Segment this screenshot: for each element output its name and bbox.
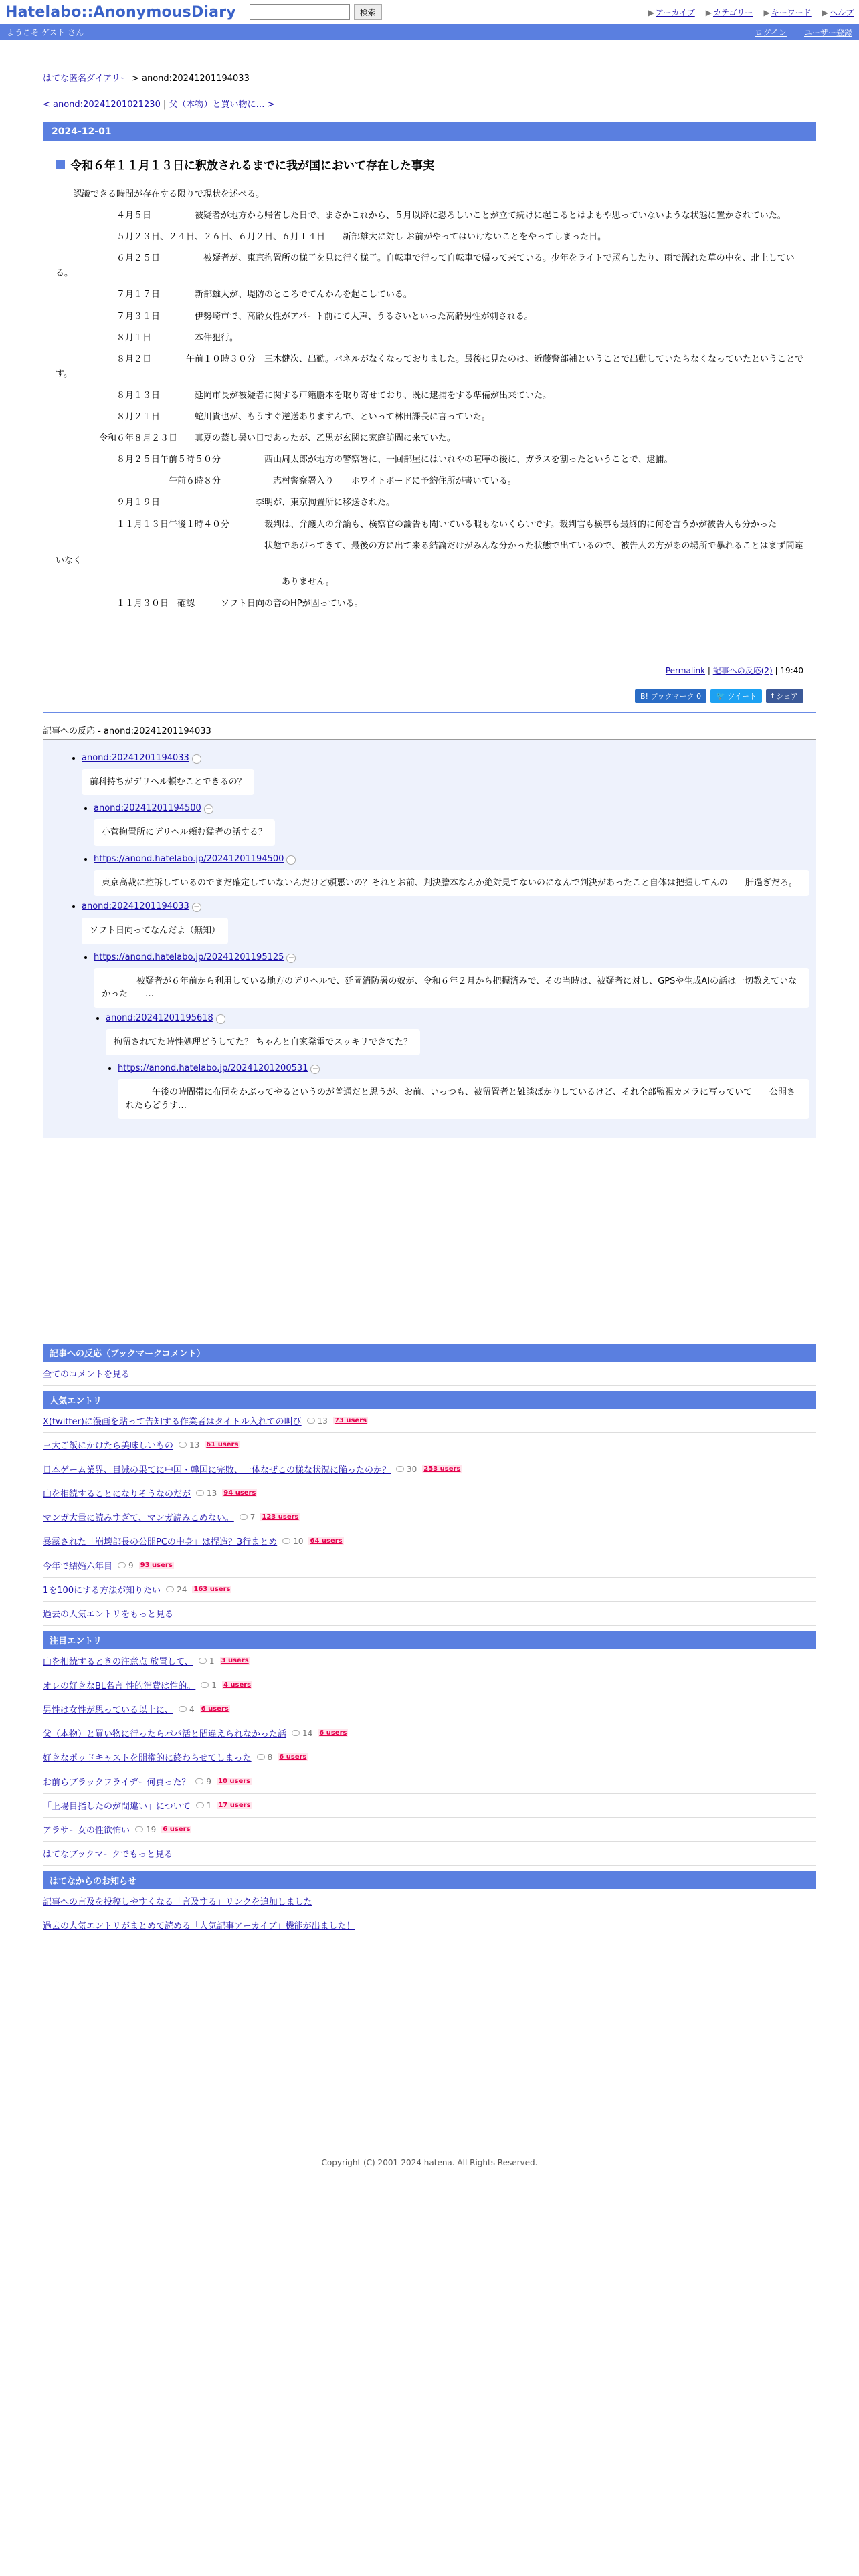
comment-count-value: 1 [211, 1680, 217, 1690]
entry-link[interactable]: X(twitter)に漫画を貼って告知する作業者はタイトル入れての叫び [43, 1417, 302, 1428]
comment-bubble-icon [282, 1538, 290, 1544]
facebook-icon: f [771, 691, 777, 701]
users-badge[interactable]: 6 users [279, 1753, 307, 1761]
top-links [648, 7, 854, 18]
entry-link[interactable]: 山を相続することになりそうなのだが [43, 1489, 191, 1500]
entry-row [43, 1818, 816, 1842]
entry-row [43, 1553, 816, 1578]
breadcrumb-current: anond:20241201194033 [142, 74, 250, 84]
pager [43, 97, 816, 110]
entry-link[interactable]: お前らブラックフライデー何買った？ [43, 1778, 191, 1788]
search-input[interactable] [250, 4, 350, 20]
reaction-item [94, 952, 809, 1119]
users-badge[interactable]: 93 users [140, 1562, 173, 1570]
entry-link[interactable]: 1を100にする方法が知りたい [43, 1586, 161, 1596]
comment-count[interactable] [257, 1753, 273, 1762]
login-link[interactable]: ログイン [755, 27, 787, 37]
entry-link[interactable]: オレの好きなBL名言 性的消費は性的。 [43, 1681, 196, 1692]
article-title [56, 156, 803, 173]
tweet-button-label: ツイート [727, 691, 757, 701]
popular-more-link[interactable]: 過去の人気エントリをもっと見る [43, 1610, 174, 1620]
comment-count-value: 4 [189, 1704, 195, 1714]
triangle-icon: ▶ [763, 7, 770, 17]
users-badge[interactable]: 3 users [221, 1657, 249, 1665]
entry-link[interactable]: 三大ご飯にかけたら美味しいもの [43, 1441, 174, 1452]
entry-link[interactable]: 日本ゲーム業界、目減の果てに中国・韓国に完敗、一体なぜこの様な状況に陥ったのか？ [43, 1465, 391, 1476]
comment-bubble-icon [307, 1418, 315, 1424]
comment-count-value: 13 [207, 1488, 217, 1498]
article-meta: Permalink | 記事への反応(2) | 19:40 [665, 665, 803, 675]
notice-row [43, 1889, 816, 1913]
search-button[interactable]: 検索 [354, 4, 382, 20]
reaction-text: 小菅拘置所にデリヘル頼む猛者の話する？ [94, 819, 275, 846]
comment-count[interactable] [179, 1440, 199, 1450]
notable-heading: 注目エントリ [43, 1631, 816, 1649]
reactions-tree [43, 740, 816, 1138]
article-paragraph: ９月１９日 李明が、東京拘置所に移送された。 [56, 498, 395, 508]
users-badge[interactable]: 64 users [310, 1537, 343, 1545]
comment-count-value: 24 [177, 1584, 187, 1594]
triangle-icon: ▶ [705, 7, 712, 17]
facebook-share-button[interactable] [766, 689, 803, 703]
comment-count-value: 30 [407, 1464, 417, 1474]
comment-count-value: 1 [206, 1800, 212, 1810]
entry-link[interactable]: 男性は女性が思っている以上に、 [43, 1705, 174, 1716]
article-date: 2024-12-01 [43, 122, 816, 141]
comment-bubble-icon [118, 1562, 126, 1568]
breadcrumb-home[interactable]: はてな匿名ダイアリー [43, 74, 129, 84]
article-paragraph: ５月２３日、２４日、２６日、６月２日、６月１４日 新部雄大に対し お前がやってはいけないことをやってしまった日。 [56, 232, 607, 243]
entry-link[interactable]: 好きなポッドキャストを開権的に終わらせてしまった [43, 1753, 252, 1764]
article-paragraph: 認識できる時間が存在する限りで現状を述べる。 [56, 189, 265, 199]
tweet-button[interactable] [710, 689, 762, 703]
popular-heading: 人気エントリ [43, 1391, 816, 1409]
pager-sep: | [160, 100, 169, 110]
reaction-link[interactable]: https://anond.hatelabo.jp/20241201195125 [94, 952, 284, 962]
main-content [43, 71, 816, 2167]
entry-row [43, 1409, 816, 1433]
notice-row [43, 1913, 816, 1937]
users-badge[interactable]: 4 users [223, 1681, 252, 1689]
article-paragraph: ８月１日 本件犯行。 [56, 332, 239, 343]
ad-spacer [43, 1138, 816, 1338]
article-paragraph: ７月３１日 伊勢崎市で、高齢女性がアパート前にて大声、うるさいといった高齢男性が刺される。 [56, 311, 533, 322]
entry-row [43, 1505, 816, 1529]
entry-row [43, 1649, 816, 1673]
site-logo[interactable]: Hatelabo::AnonymousDiary [5, 3, 236, 21]
top-link-category[interactable] [706, 7, 753, 18]
reaction-item [94, 854, 809, 897]
users-badge[interactable]: 61 users [206, 1441, 239, 1449]
expand-icon[interactable]: － [204, 804, 213, 814]
comment-bubble-icon [179, 1442, 187, 1448]
notice-link[interactable]: 記事への言及を投稿しやすくなる「言及する」リンクを追加しました [43, 1897, 312, 1908]
square-icon [56, 160, 65, 169]
article-text [56, 187, 803, 611]
entry-row [43, 1721, 816, 1745]
reaction-link[interactable]: anond:20241201194033 [82, 752, 189, 763]
welcome-text: ようこそ ゲスト さん [7, 27, 84, 37]
users-badge[interactable]: 6 users [163, 1826, 191, 1834]
expand-icon[interactable]: － [192, 903, 201, 912]
comment-count-value: 13 [189, 1440, 200, 1450]
comment-count-value: 10 [293, 1536, 304, 1546]
all-comments-link[interactable]: 全てのコメントを見る [43, 1370, 130, 1380]
reactions-count-link[interactable]: 記事への反応(2) [712, 665, 773, 675]
comment-bubble-icon [179, 1706, 187, 1712]
users-badge[interactable]: 163 users [193, 1586, 231, 1594]
entry-row [43, 1578, 816, 1602]
next-entry-link[interactable]: 父（本物）と買い物に… > [169, 100, 275, 110]
comment-bubble-icon [196, 1802, 204, 1808]
top-link-category-text[interactable]: カテゴリー [712, 7, 753, 17]
entry-link[interactable]: 今年で結婚六年目 [43, 1562, 113, 1572]
comment-count[interactable] [135, 1825, 156, 1834]
article-paragraph: ７月１７日 新部雄大が、堤防のところでてんかんを起こしている。 [56, 290, 412, 300]
breadcrumb-sep: > [128, 74, 142, 84]
reaction-item [82, 753, 809, 897]
reaction-link[interactable]: anond:20241201194033 [82, 901, 189, 912]
article-paragraph: １１月１３日午後１時４０分 裁判は、弁護人の弁論も、検察官の論告も聞いている暇もないくらいです。裁判官も検事も最終的に何を言うかが被告人も分かった [56, 519, 777, 530]
comment-count-value: 1 [209, 1656, 215, 1666]
article-title-text[interactable]: 令和６年１１月１３日に釈放されるまでに我が国において存在した事実 [70, 159, 434, 173]
reactions-heading: 記事への反応 - anond:20241201194033 [43, 724, 816, 740]
expand-icon[interactable]: － [192, 754, 201, 764]
comment-bubble-icon [240, 1514, 248, 1520]
article [43, 122, 816, 713]
comment-bubble-icon [166, 1586, 174, 1592]
comment-count[interactable] [307, 1416, 328, 1426]
users-badge[interactable]: 73 users [334, 1417, 367, 1425]
comment-bubble-icon [201, 1682, 209, 1688]
top-link-help[interactable] [822, 7, 854, 18]
article-paragraph: 状態であがってきて、最後の方に出て来る結論だけがみんな分かった状態で出ているので、被告人の方があの場所で暴れることはまず間違いなく [56, 540, 803, 566]
comment-bubble-icon [135, 1826, 143, 1832]
comment-count[interactable] [196, 1801, 212, 1810]
entry-link[interactable]: 父（本物）と買い物に行ったらパパ活と間違えられなかった話 [43, 1729, 287, 1740]
notable-list [43, 1649, 816, 1842]
triangle-icon: ▶ [648, 7, 655, 17]
users-badge[interactable]: 6 users [201, 1705, 229, 1713]
comment-count[interactable] [282, 1537, 303, 1546]
comment-count[interactable] [166, 1585, 187, 1594]
notice-link[interactable]: 過去の人気エントリがまとめて読める「人気記事アーカイブ」機能が出ました！ [43, 1921, 355, 1932]
all-comments-row [43, 1362, 816, 1386]
reaction-link[interactable]: anond:20241201194500 [94, 803, 201, 814]
entry-link[interactable]: 山を相続するときの注意点 放置して、 [43, 1657, 193, 1668]
comment-count[interactable] [195, 1777, 211, 1786]
comment-count[interactable] [292, 1729, 312, 1738]
entry-row [43, 1794, 816, 1818]
notable-more-row [43, 1842, 816, 1866]
facebook-share-label: シェア [776, 691, 798, 701]
comment-count-value: 13 [317, 1416, 328, 1426]
expand-icon[interactable]: － [286, 855, 296, 865]
comment-count[interactable] [179, 1705, 195, 1714]
comment-count[interactable] [199, 1656, 215, 1666]
share-buttons [56, 689, 803, 703]
reaction-text: 午後の時間帯に布団をかぶってやるというのが普通だと思うが、お前、いっつも、被留置者と雑談ばかりしているけど、それ全部監視カメラに写っていて 公開されたらどうす… [118, 1079, 809, 1119]
article-body [43, 141, 816, 712]
users-badge[interactable]: 6 users [319, 1729, 347, 1737]
comment-count-value: 19 [146, 1824, 157, 1834]
triangle-icon: ▶ [822, 7, 828, 17]
entry-link[interactable]: 暴露された「崩壊部長の公開PCの中身」は捏造？3行まとめ [43, 1537, 278, 1548]
entry-row [43, 1673, 816, 1697]
comment-bubble-icon [195, 1778, 203, 1784]
article-paragraph: ８月１３日 延岡市長が被疑者に関する戸籍謄本を取り寄せており、既に逮捕をする準備が出来ていた。 [56, 390, 552, 401]
reaction-link[interactable]: https://anond.hatelabo.jp/20241201200531 [118, 1063, 308, 1074]
article-paragraph: ありません。 [56, 576, 335, 587]
entry-row [43, 1529, 816, 1553]
entry-link[interactable]: アラサー女の性欲怖い [43, 1826, 130, 1836]
top-link-archive[interactable] [648, 7, 695, 18]
entry-row [43, 1697, 816, 1721]
users-badge[interactable]: 94 users [223, 1489, 256, 1497]
twitter-icon: 🐦 [716, 691, 728, 701]
comment-bubble-icon [196, 1490, 204, 1496]
reaction-text: ソフト日向ってなんだよ（無知） [82, 918, 228, 944]
prev-entry-link[interactable]: < anond:20241201021230 [43, 100, 161, 110]
notable-more-link[interactable]: はてなブックマークでもっと見る [43, 1850, 173, 1860]
bookmark-comments-section [43, 1344, 816, 1386]
comment-count-value: 7 [250, 1512, 256, 1522]
entry-link[interactable]: 「上場目指したのが間違い」について [43, 1802, 191, 1812]
top-link-help-text[interactable]: ヘルプ [829, 7, 854, 17]
search-box [250, 4, 382, 20]
reaction-text: 東京高裁に控訴しているのでまだ確定していないんだけど頭悪いの？それとお前、判決謄本なんか絶対見てないのになんで判決があったこと自体は把握してんの 肝過ぎだろ。 [94, 870, 809, 897]
comment-count-value: 14 [302, 1728, 313, 1738]
reaction-text: 前科持ちがデリヘル頼むことできるの？ [82, 769, 254, 796]
permalink[interactable]: Permalink [665, 665, 706, 675]
article-paragraph: ８月２５日午前５時５０分 西山周太郎が地方の警察署に、一回部屋にはいれやの喧嘩の後に、ガラスを割ったということで、逮捕。 [56, 455, 673, 465]
users-badge[interactable]: 10 users [218, 1778, 251, 1786]
users-badge[interactable]: 253 users [423, 1465, 461, 1473]
notices-section [43, 1871, 816, 1937]
reaction-link[interactable]: anond:20241201195618 [106, 1012, 213, 1023]
article-paragraph: ６月２５日 被疑者が、東京拘置所の様子を見に行く様子。自転車で行って自転車で帰って来ている。少年をライトで照らしたり、雨で濡れた草の中を、北上している。 [56, 253, 795, 279]
popular-section [43, 1391, 816, 1626]
comment-count[interactable] [118, 1561, 134, 1570]
expand-icon[interactable]: － [310, 1065, 320, 1074]
comment-count[interactable] [396, 1465, 417, 1474]
popular-list [43, 1409, 816, 1602]
hatena-bookmark-button[interactable]: B! ブックマーク 0 [635, 689, 706, 703]
entry-row [43, 1769, 816, 1794]
comment-count-value: 9 [206, 1776, 211, 1786]
top-link-keyword-text[interactable]: キーワード [771, 7, 812, 17]
expand-icon[interactable]: － [216, 1014, 225, 1024]
reaction-item [82, 901, 809, 1119]
comment-count[interactable] [201, 1681, 217, 1690]
notable-section [43, 1631, 816, 1866]
top-header [0, 0, 859, 24]
top-link-archive-text[interactable]: アーカイブ [656, 7, 695, 17]
reaction-item [118, 1063, 809, 1119]
expand-icon[interactable]: － [286, 954, 296, 963]
comment-count[interactable] [240, 1513, 256, 1522]
post-time: 19:40 [780, 665, 803, 675]
reaction-link[interactable]: https://anond.hatelabo.jp/20241201194500 [94, 853, 284, 864]
article-paragraph: １１月３０日 確認 ソフト日向の音のHPが固っている。 [56, 598, 363, 609]
welcome-bar [0, 24, 859, 40]
footer-copyright: Copyright (C) 2001-2024 hatena. All Rights Reserved. [321, 2158, 538, 2168]
article-paragraph: 午前６時８分 志村警察署入り ホワイトボードに予約住所が書いている。 [56, 476, 516, 487]
users-badge[interactable]: 123 users [262, 1513, 299, 1521]
article-paragraph: ８月２日 午前１０時３０分 三木健次、出勤。パネルがなくなっておりました。最後に見たのは、近藤警部補ということで出動していたらなくなっていたということです。 [56, 354, 804, 379]
article-paragraph: 令和６年８月２３日 真夏の蒸し暑い日であったが、乙黒が玄関に家庭訪問に来ていた。 [56, 433, 456, 444]
comment-bubble-icon [292, 1730, 300, 1736]
users-badge[interactable]: 17 users [218, 1802, 251, 1810]
reaction-item [106, 1013, 809, 1119]
popular-more-row [43, 1602, 816, 1626]
entry-row [43, 1481, 816, 1505]
comment-bubble-icon [257, 1754, 265, 1760]
comment-count-value: 8 [267, 1752, 273, 1762]
comment-count-value: 9 [128, 1560, 134, 1570]
entry-row [43, 1745, 816, 1769]
top-link-keyword[interactable] [764, 7, 812, 18]
reaction-item [94, 803, 809, 849]
article-paragraph: ４月５日 被疑者が地方から帰省した日で、まさかこれから、５月以降に恐ろしいことが立て続けに起こるとはよもや思っていないような状態に置かされていた。 [56, 211, 786, 221]
account-links [755, 27, 852, 38]
comment-bubble-icon [396, 1466, 404, 1472]
notices-heading: はてなからのお知らせ [43, 1871, 816, 1889]
reaction-text: 拘留されてた時性処理どうしてた？ ちゃんと自家発電でスッキリできてた？ [106, 1029, 420, 1056]
entry-link[interactable]: マンガ大量に読みすぎて、マンガ読みこめない。 [43, 1513, 234, 1524]
article-paragraph: ８月２１日 蛇川貴也が、もうすぐ逆送ありますんで、といって林田課長に言っていた。 [56, 412, 490, 423]
reaction-text: 被疑者が６年前から利用している地方のデリヘルで、延岡消防署の奴が、令和６年２月から把握済みで、その当時は、被疑者に対し、GPSや生成AIの話は一切教えていなかった … [94, 968, 809, 1008]
comment-bubble-icon [199, 1658, 207, 1664]
bookmark-comments-heading: 記事への反応（ブックマークコメント） [43, 1344, 816, 1362]
entry-row [43, 1457, 816, 1481]
register-link[interactable]: ユーザー登録 [803, 27, 852, 37]
entry-row [43, 1433, 816, 1457]
breadcrumb [43, 71, 816, 84]
comment-count[interactable] [196, 1489, 217, 1498]
